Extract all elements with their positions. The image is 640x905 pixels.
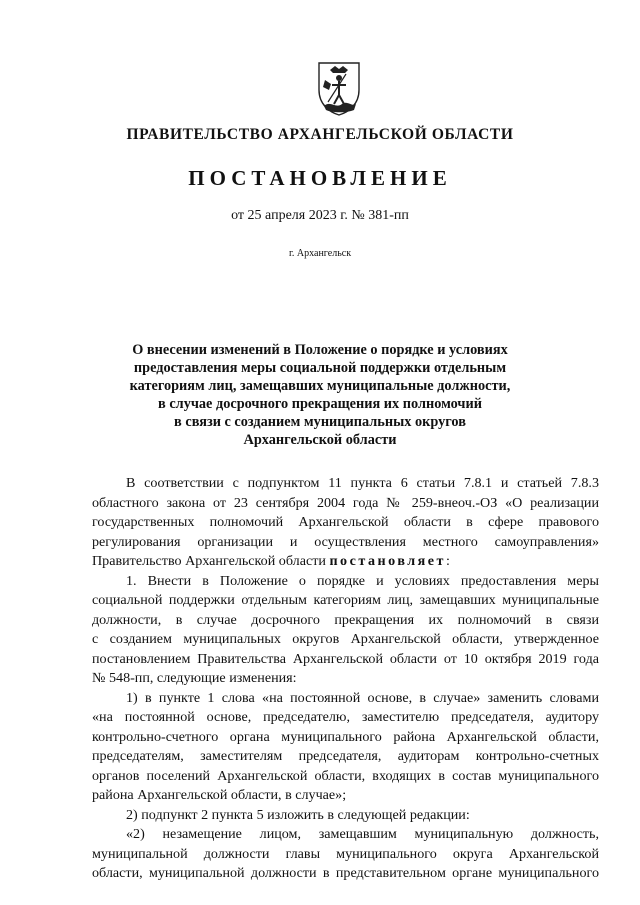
body-line: 1. Внести в Положение о порядке и условиях предоставления меры [126,572,599,589]
body-line: области, муниципальной должности в представительном органе муниципального [92,865,599,881]
body-line: 1) в пункте 1 слова «на постоянной основе, в случае» заменить словами [126,689,599,706]
body-line: должности, в случае досрочного прекращения их полномочий в связи [92,611,599,628]
body-line: социальной поддержки отдельным категориям лиц, замещавших муниципальные [92,592,599,608]
body-line: областного закона от 23 сентября 2004 года № 259-внеоч.-ОЗ «О реализации [92,494,599,511]
body-line: с созданием муниципальных округов Архангельской области, утвержденное [92,631,599,647]
title-line: в случае досрочного прекращения их полномочий [158,396,482,412]
document-date-number: от 25 апреля 2023 г. № 381-пп [231,208,409,223]
body-line: «на постоянной основе, председателю, заместителю председателя, аудитору [92,709,599,725]
body-line: «2) незамещение лицом, замещавшим муниципальную должность, [126,826,599,842]
title-line: предоставления меры социальной поддержки отдельным [133,360,507,376]
document-type: ПОСТАНОВЛЕНИЕ [188,166,452,190]
resolution-word: постановляет [329,553,446,569]
body-line: постановлением Правительства Архангельской области от 10 октября 2019 года [92,650,599,667]
body-line: председателям, заместителям председателя, аудиторам контрольно-счетных [92,748,599,764]
body-line: органов поселений Архангельской области, входящих в состав муниципального [92,767,599,784]
title-line: Архангельской области [243,432,397,448]
body-line: муниципальной должности главы муниципального округа Архангельской [92,845,599,862]
body-line-text: Правительство Архангельской области [92,553,330,569]
body-line: В соответствии с подпунктом 11 пункта 6 статьи 7.8.1 и статьей 7.8.3 [126,475,599,491]
body-line: регулирования организации и осуществления местного самоуправления» [92,533,599,550]
title-line: О внесении изменений в Положение о порядке и условиях [132,342,508,358]
body-line: 2) подпункт 2 пункта 5 изложить в следующей редакции: [126,806,470,823]
body-line: № 548-пп, следующие изменения: [92,670,297,686]
title-line: категориям лиц, замещавших муниципальные должности, [129,378,511,394]
document-title [0,341,640,449]
body-line [92,552,599,572]
document-body [92,474,599,884]
document-city: г. Архангельск [288,248,352,259]
government-name: ПРАВИТЕЛЬСТВО АРХАНГЕЛЬСКОЙ ОБЛАСТИ [126,126,514,143]
body-line: района Архангельской области, в случае»; [92,787,347,803]
body-line: государственных полномочий Архангельской области в сфере правового [92,514,599,530]
title-line: в связи с созданием муниципальных округов [174,414,466,430]
body-line-text: : [445,553,450,569]
body-line: контрольно-счетного органа муниципального района Архангельской области, [92,728,599,745]
coat-of-arms-icon [316,60,362,116]
